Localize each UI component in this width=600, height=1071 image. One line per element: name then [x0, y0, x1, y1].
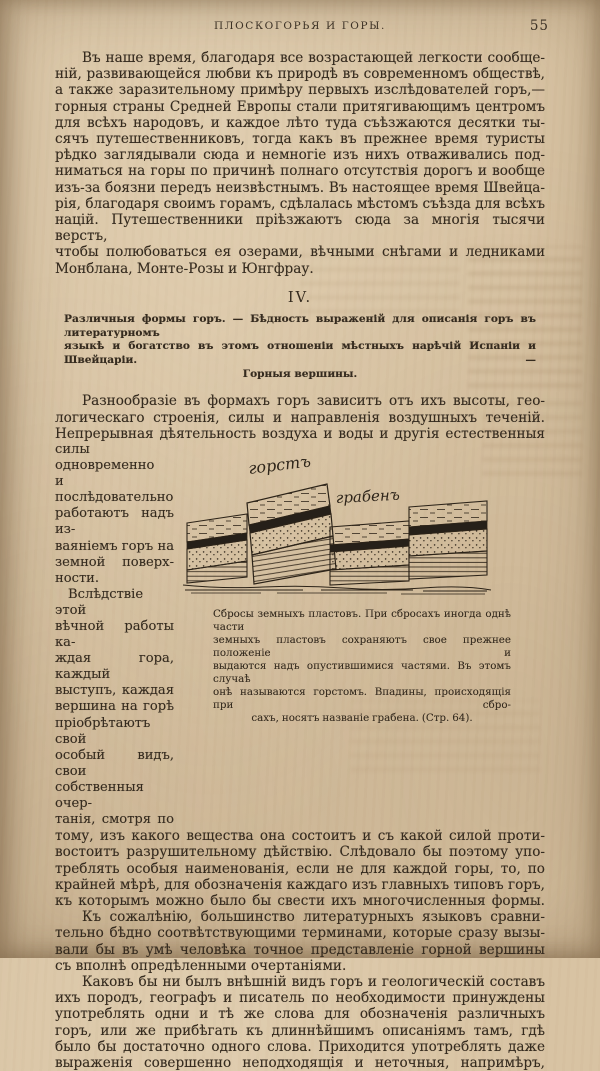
- text-line: выступъ, каждая: [55, 683, 174, 699]
- text-line: съ вполнѣ опредѣленными очертаніями.: [55, 957, 347, 974]
- page-number: 55: [529, 18, 549, 34]
- paragraph-writers: [55, 974, 545, 1071]
- text-line: Монблана, Монте-Розы и Юнгфрау.: [55, 260, 314, 277]
- figure-block: [179, 442, 545, 725]
- text-line: работаютъ надъ из-: [55, 506, 174, 538]
- text-line: выдаются надъ опустившимися частями. Въ этомъ случаѣ: [213, 659, 511, 685]
- text-line: ваяніемъ горъ на: [55, 538, 174, 554]
- text-line: онѣ называются горстомъ. Впадины, происходящія при сбро-: [213, 685, 511, 711]
- text-line: вершина на горѣ: [55, 699, 174, 715]
- text-line: Сбросы земныхъ пластовъ. При сбросахъ иногда однѣ части: [213, 607, 511, 633]
- paragraph-forms-left-column: [55, 442, 174, 828]
- text-line: Вслѣдствіе этой: [55, 586, 144, 618]
- text-line: выраженія совершенно неподходящія и неточныя, напримѣръ,: [55, 1055, 545, 1071]
- text-line: и послѣдовательно: [55, 474, 174, 506]
- text-line: ности.: [55, 570, 100, 586]
- text-line: пріобрѣтаютъ свой: [55, 715, 151, 747]
- text-line: горъ, или же прибѣгать къ длиннѣйшимъ описаніямъ тамъ, гдѣ: [55, 1022, 545, 1039]
- text-line: языкѣ и богатство въ этомъ отношеніи мѣстныхъ нарѣчій Испаніи и Швейцаріи. —: [64, 340, 536, 366]
- text-line: было бы достаточно одного слова. Приходится употреблять даже: [55, 1038, 545, 1055]
- running-head-title: ПЛОСКОГОРЬЯ И ГОРЫ.: [213, 20, 386, 32]
- text-line: рія, благодаря своимъ горамъ, сдѣлалась мѣстомъ съѣзда для всѣхъ: [55, 195, 545, 212]
- text-line: ихъ породъ, географъ и писатель по необходимости принуждены: [55, 990, 545, 1007]
- figure-caption: [213, 608, 511, 725]
- text-line: ждая гора, каждый: [55, 651, 174, 683]
- text-line: земной поверх-: [55, 554, 174, 570]
- text-line: ній, развивающейся любви къ природѣ въ современномъ обществѣ,: [55, 66, 545, 83]
- text-line: рѣдко заглядывали сюда и немногіе изъ нихъ отваживались под-: [55, 147, 545, 164]
- text-line: вали бы въ умѣ человѣка точное представленіе горной вершины: [55, 941, 545, 958]
- chapter-number: IV.: [287, 289, 313, 306]
- paragraph-forms-bottom: [55, 828, 545, 909]
- text-line: Горныя вершины.: [242, 367, 358, 380]
- paragraph-forms-top: [55, 393, 545, 442]
- figure-label-horst: горстъ: [247, 458, 312, 478]
- text-line: націй. Путешественники пріѣзжаютъ сюда за многія тысячи верстъ,: [55, 212, 545, 245]
- text-line: къ которымъ можно было бы свести ихъ многочисленныя формы.: [55, 893, 545, 910]
- text-line: земныхъ пластовъ сохраняютъ свое прежнее положеніе и: [213, 633, 511, 659]
- text-line: Разнообразіе въ формахъ горъ зависитъ отъ ихъ высоты, гео-: [82, 393, 545, 410]
- page-body: [55, 18, 549, 1071]
- text-line: чтобы полюбоваться ея озерами, вѣчными снѣгами и ледниками: [55, 244, 545, 261]
- text-line: употреблять одни и тѣ же слова для обозначенія различныхъ: [55, 1006, 545, 1023]
- text-line: силы одновременно: [55, 441, 155, 474]
- text-line: танія, смотря по: [55, 812, 174, 828]
- text-line: востоитъ разрушительному дѣйствію. Слѣдовало бы поэтому упо-: [55, 844, 545, 861]
- text-line: а также заразительному примѣру первыхъ изслѣдователей горъ,—: [55, 82, 545, 99]
- text-line: собственныя очер-: [55, 779, 144, 812]
- figure-horst-graben: [181, 459, 493, 601]
- text-line: ниматься на горы по причинѣ полнаго отсутствія дорогъ и вообще: [55, 163, 545, 180]
- text-line: сахъ, носятъ названіе грабена. (Стр. 64).: [251, 711, 473, 724]
- text-line: горныя страны Средней Европы стали притягивающимъ центромъ: [55, 98, 545, 115]
- text-line: треблять особыя наименованія, если не для каждой горы, то, по: [55, 860, 545, 877]
- text-line: тому, изъ какого вещества она состоитъ и съ какой силой проти-: [55, 828, 545, 845]
- paragraph-terms: [55, 909, 545, 974]
- text-line: Каковъ бы ни былъ внѣшній видъ горъ и геологическій составъ: [82, 974, 545, 991]
- text-line: крайней мѣрѣ, для обозначенія каждаго изъ главныхъ типовъ горъ,: [55, 876, 545, 893]
- text-line: изъ-за боязни передъ неизвѣстнымъ. Въ настоящее время Швейца-: [55, 179, 545, 196]
- text-line: сячъ путешественниковъ, тогда какъ въ прежнее время туристы: [55, 131, 545, 148]
- text-line: Непрерывная дѣятельность воздуха и воды и другія естественныя: [55, 425, 545, 442]
- text-line: Различныя формы горъ. — Бѣдность выраженій для описанія горъ въ литературномъ: [64, 312, 536, 339]
- text-line: для всѣхъ народовъ, и каждое лѣто туда съѣзжаются десятки ты-: [55, 114, 545, 131]
- text-line: особый видъ, свои: [55, 747, 174, 779]
- text-and-figure-row: [55, 442, 545, 828]
- chapter-subheading: [64, 313, 536, 382]
- text-line: тельно бѣдно соотвѣтствующими терминами, которые сразу вызы-: [55, 925, 545, 942]
- text-line: Въ наше время, благодаря все возрастающей легкости сообще-: [82, 50, 545, 66]
- running-head: [55, 18, 549, 36]
- text-line: логическаго строенія, силы и направленія воздушныхъ теченій.: [55, 409, 545, 426]
- text-line: вѣчной работы ка-: [55, 619, 174, 651]
- paragraph-intro: [55, 50, 545, 277]
- horst-graben-illustration: [181, 459, 493, 597]
- text-line: Къ сожалѣнію, большинство литературныхъ языковъ сравни-: [82, 909, 545, 926]
- figure-label-graben: грабенъ: [335, 485, 401, 507]
